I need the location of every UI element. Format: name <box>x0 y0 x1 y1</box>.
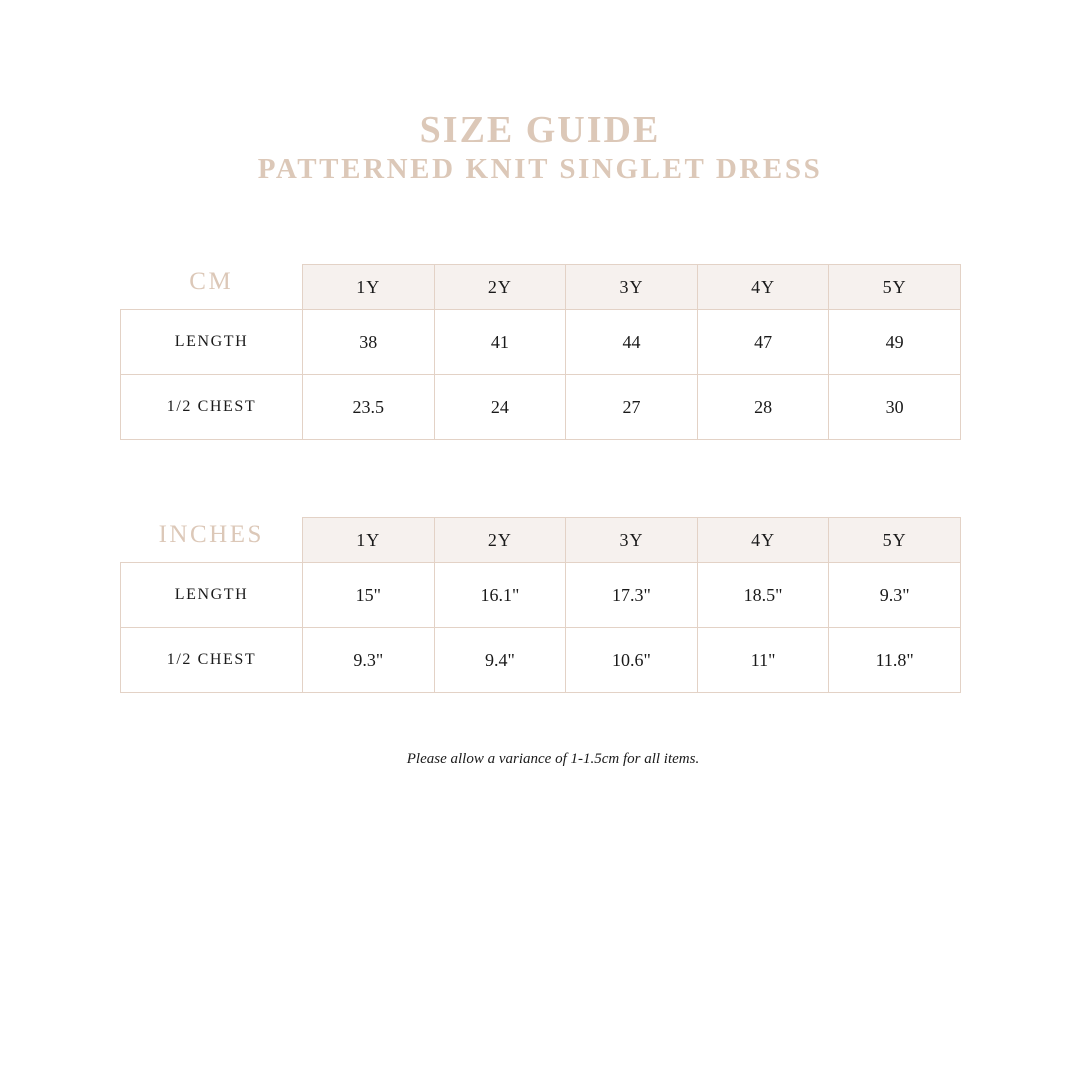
cm-size-table <box>120 264 961 440</box>
table-cell: 44 <box>566 310 698 375</box>
table-row <box>121 310 961 375</box>
table-cell: 24 <box>434 375 566 440</box>
size-header-2y: 2Y <box>434 265 566 310</box>
table-row <box>121 563 961 628</box>
unit-label-cm: CM <box>121 265 303 310</box>
table-cell: 47 <box>697 310 829 375</box>
table-cell: 41 <box>434 310 566 375</box>
table-cell: 9.3" <box>829 563 961 628</box>
size-header-4y: 4Y <box>697 518 829 563</box>
table-cell: 28 <box>697 375 829 440</box>
page-subtitle: PATTERNED KNIT SINGLET DRESS <box>257 153 823 185</box>
size-header-1y: 1Y <box>303 518 435 563</box>
page-title: SIZE GUIDE <box>419 109 661 151</box>
table-cell: 38 <box>303 310 435 375</box>
table-cell: 27 <box>566 375 698 440</box>
size-header-2y: 2Y <box>434 518 566 563</box>
variance-note: Please allow a variance of 1-1.5cm for all items. <box>406 751 700 767</box>
unit-label-inches: INCHES <box>121 518 303 563</box>
inches-size-table <box>120 517 961 693</box>
size-header-3y: 3Y <box>566 518 698 563</box>
table-cell: 16.1" <box>434 563 566 628</box>
table-cell: 17.3" <box>566 563 698 628</box>
table-header-row <box>121 518 961 563</box>
table-cell: 10.6" <box>566 628 698 693</box>
title-block <box>0 108 1080 186</box>
table-row <box>121 628 961 693</box>
table-cell: 11.8" <box>829 628 961 693</box>
row-label-length: LENGTH <box>121 563 303 628</box>
table-cell: 11" <box>697 628 829 693</box>
table-cell: 49 <box>829 310 961 375</box>
size-header-3y: 3Y <box>566 265 698 310</box>
table-cell: 30 <box>829 375 961 440</box>
size-header-4y: 4Y <box>697 265 829 310</box>
table-cell: 9.3" <box>303 628 435 693</box>
table-cell: 15" <box>303 563 435 628</box>
row-label-half-chest: 1/2 CHEST <box>121 628 303 693</box>
table-cell: 23.5 <box>303 375 435 440</box>
table-header-row <box>121 265 961 310</box>
table-row <box>121 375 961 440</box>
size-header-1y: 1Y <box>303 265 435 310</box>
size-header-5y: 5Y <box>829 518 961 563</box>
table-cell: 9.4" <box>434 628 566 693</box>
row-label-length: LENGTH <box>121 310 303 375</box>
size-header-5y: 5Y <box>829 265 961 310</box>
row-label-half-chest: 1/2 CHEST <box>121 375 303 440</box>
table-cell: 18.5" <box>697 563 829 628</box>
